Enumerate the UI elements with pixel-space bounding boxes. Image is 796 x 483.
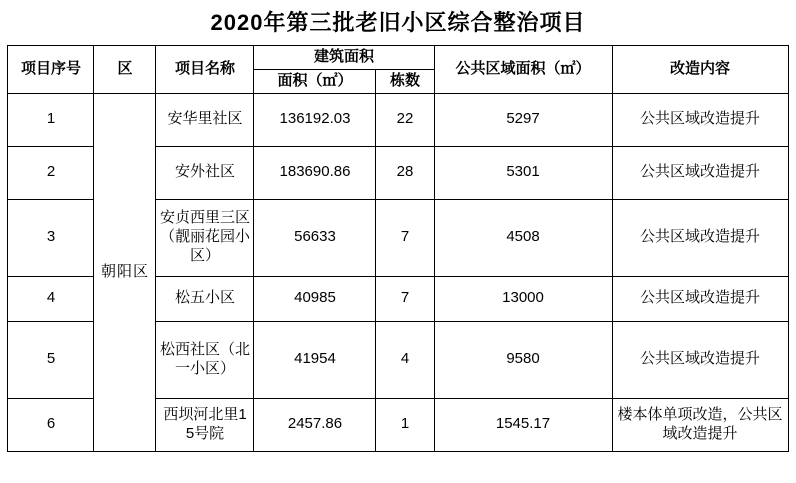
cell-district: 朝阳区: [94, 93, 156, 451]
cell-name: 安外社区: [156, 146, 254, 199]
cell-seq: 1: [8, 93, 94, 146]
cell-name: 安华里社区: [156, 93, 254, 146]
cell-buildings: 28: [376, 146, 434, 199]
cell-area: 41954: [254, 321, 376, 398]
cell-seq: 4: [8, 276, 94, 321]
cell-buildings: 4: [376, 321, 434, 398]
cell-seq: 2: [8, 146, 94, 199]
cell-work: 楼本体单项改造，公共区域改造提升: [612, 398, 788, 451]
cell-name: 松五小区: [156, 276, 254, 321]
column-header-buildings: 栋数: [376, 69, 434, 93]
table-body: [8, 93, 788, 451]
cell-public-area: 5301: [434, 146, 612, 199]
cell-work: 公共区域改造提升: [612, 321, 788, 398]
cell-buildings: 1: [376, 398, 434, 451]
cell-area: 56633: [254, 199, 376, 276]
column-header-work: 改造内容: [612, 46, 788, 94]
cell-buildings: 22: [376, 93, 434, 146]
column-header-district: 区: [94, 46, 156, 94]
cell-seq: 3: [8, 199, 94, 276]
cell-public-area: 4508: [434, 199, 612, 276]
cell-public-area: 1545.17: [434, 398, 612, 451]
cell-buildings: 7: [376, 276, 434, 321]
cell-public-area: 13000: [434, 276, 612, 321]
column-header-area: 面积（㎡）: [254, 69, 376, 93]
cell-area: 40985: [254, 276, 376, 321]
cell-seq: 5: [8, 321, 94, 398]
cell-name: 西坝河北里15号院: [156, 398, 254, 451]
cell-work: 公共区域改造提升: [612, 276, 788, 321]
cell-work: 公共区域改造提升: [612, 146, 788, 199]
cell-area: 183690.86: [254, 146, 376, 199]
cell-name: 松西社区（北一小区）: [156, 321, 254, 398]
renovation-projects-table: [7, 45, 788, 452]
cell-buildings: 7: [376, 199, 434, 276]
table-header-row-1: [8, 46, 788, 70]
column-header-name: 项目名称: [156, 46, 254, 94]
cell-area: 2457.86: [254, 398, 376, 451]
cell-public-area: 5297: [434, 93, 612, 146]
column-header-build-area-group: 建筑面积: [254, 46, 434, 70]
table-header: [8, 46, 788, 94]
cell-work: 公共区域改造提升: [612, 199, 788, 276]
column-header-public-area: 公共区域面积（㎡）: [434, 46, 612, 94]
cell-name: 安贞西里三区（靓丽花园小区）: [156, 199, 254, 276]
cell-seq: 6: [8, 398, 94, 451]
cell-work: 公共区域改造提升: [612, 93, 788, 146]
page-title: 2020年第三批老旧小区综合整治项目: [210, 10, 586, 35]
cell-public-area: 9580: [434, 321, 612, 398]
column-header-seq: 项目序号: [8, 46, 94, 94]
table-row: [8, 93, 788, 146]
cell-area: 136192.03: [254, 93, 376, 146]
